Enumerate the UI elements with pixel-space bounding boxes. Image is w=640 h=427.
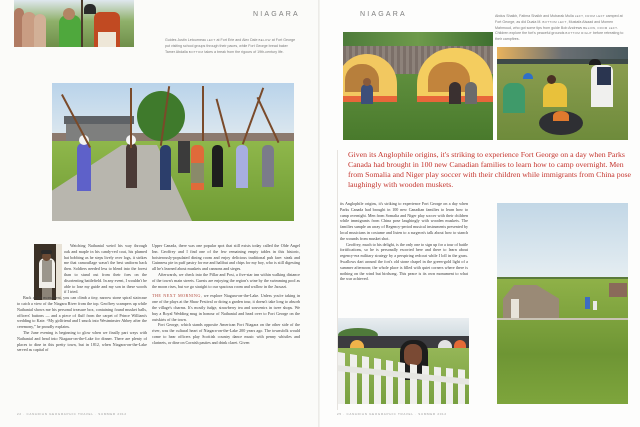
paragraph: The June evening is beginning to glow when we finally part ways with Nathanial and head into Niagara-on-the-Lake for dinner. There are plenty of places to dine in this pretty town, but in 1812, when Niagara-on-the-Lake served as capital of <box>17 329 147 353</box>
right-page <box>320 0 640 427</box>
section-head-left: NIAGARA <box>253 11 300 18</box>
paragraph: THE NEXT MORNING, we explore Niagara-on-the-Lake. Unless you're taking in one of the plays at the Shaw Festival or doing a garden tour, it doesn't take long to absorb the village's charms. It's mostly fudge, strawberry tea and souvenirs in twee shops. We buy a Royal Wedding mug in honour of Nathanial and head over to Fort George on the outskirts of the town. <box>152 293 300 322</box>
caption-left: Guides Justin Letourneau LEFT at Fort Erie and Alex Dale BELOW at Fort George put visiting school groups through their paces, while Fort George bread baker Tamer Abdalla BOTTOM takes a break from the rigours of 19th-century life. <box>165 38 296 54</box>
paragraph: Afterwards, we check into the Pillar and Post, a five-star inn within walking distance of the town's main streets. Guests are enjoying the region's wine by the swimming pool as the moon rises, but we go straight to our spacious room and wallow in the Jacuzzi. <box>152 271 300 289</box>
photo-children-drilling <box>52 83 294 221</box>
caption-right: Abdus Shaikh, Fatima Shaikh and Mubarak Mulla LEFT, FROM LEFT camped at Fort George, as did Duaia M. BOTTOM LEFT, Mustafa Alsaad and Momen Mahmoud, who got some tips from guide Bob Andrews BELOW, FROM LEFT. Children explore the fort's peaceful grounds BOTTOM RIGHT before retreating to their campfires. <box>495 14 624 42</box>
pull-quote: Given its Anglophile origins, it's striking to experience Fort George on a day when Parks Canada had brought in 100 new Canadian families to learn how to camp overnight. Men from Somalia and Niger play soccer with their children while immigrants from China pose laughingly with wooden muskets. <box>348 150 631 189</box>
photo-school-group <box>14 0 134 47</box>
paragraph: its Anglophile origins, it's striking to experience Fort George on a day when Parks Canada had brought in 100 new Canadian families to learn how to camp overnight. Men from Somalia and Niger play soccer with their children while immigrants from China pose laughingly with wooden muskets. The families sample an array of Regency-period musical instruments presented by local musicians in costume and listen to a surgeon's talk about how to stanch the wounds from musket shot. <box>340 201 468 241</box>
paragraph: Fort George, which stands opposite American Fort Niagara on the other side of the river, was the cultural heart of Niagara-on-the-Lake 200 years ago. The townsfolk would come to hear officers play Scottish country dance music with penny whistles and clarinets, or dine on Cornish pasties and drink claret. Given <box>152 322 300 345</box>
folio-left: 22 · CANADIAN GEOGRAPHIC TRAVEL · SUMMER 2012 <box>17 412 127 416</box>
paragraph: Watching Nathanial weird his way through oak and maple in his candy-red coat, his plumed hat bobbing as he steps lively over logs, it strikes me that camouflage wasn't the best uniform back then. Soldiers needed less to blend into the forest than to stand out from their foes on the disorienting battlefield. In any event, I wouldn't be able to lose my guide and my son in these woods if I tried. <box>64 243 147 295</box>
photo-campsite-tents <box>343 32 493 140</box>
left-column-2 <box>152 243 300 346</box>
paragraph: Geoffrey, much to his delight, is the only one to sign up for a tour of battle fortifications, so he is personally escorted here and there to learn about regency-era military strategy by a perspiring redcoat while I loll in the grass. Swallows dart around the fort's old stone chapel in the green-gold light of a summer afternoon; the whole place is filled with quiet corners where there is nothing on the wind but birdsong. This peace is its own monument to what the war achieved. <box>340 241 468 282</box>
photo-fort-grounds <box>497 203 628 404</box>
paragraph: Upper Canada, there was one popular spot that still exists today called the Olde Angel Inn. Geoffrey and I find one of the few remaining empty tables in this historic, boisterously-populated dining room and enjoy delicious traditional pub fare: steak and Guinness pie in puff pastry for me and halibut and chips for my boy, who is still digesting all he's learned about muskets and cannons and sieges. <box>152 243 300 272</box>
left-column-1 <box>17 243 147 353</box>
paragraph: Back at the monument, you can climb a tiny, narrow stone spiral staircase to catch a view of the Niagara River from the top. Geoffrey scampers up while Nathanial shows me his personal treasure box, containing found musket balls, officers' buttons — and a piece of fluff from the carpet of Prince William's wedding to Kate. “My girlfriend and I snuck into Westminster Abbey after the ceremony,” he proudly explains. <box>17 295 147 330</box>
folio-right: 25 · CANADIAN GEOGRAPHIC TRAVEL · SUMMER 2012 <box>337 412 447 416</box>
lead-in: THE NEXT MORNING, <box>152 293 203 299</box>
photo-girl-at-fence <box>338 318 469 404</box>
right-column-1 <box>340 201 468 282</box>
photo-guide-campfire <box>497 47 628 140</box>
section-head-right: NIAGARA <box>360 11 407 18</box>
